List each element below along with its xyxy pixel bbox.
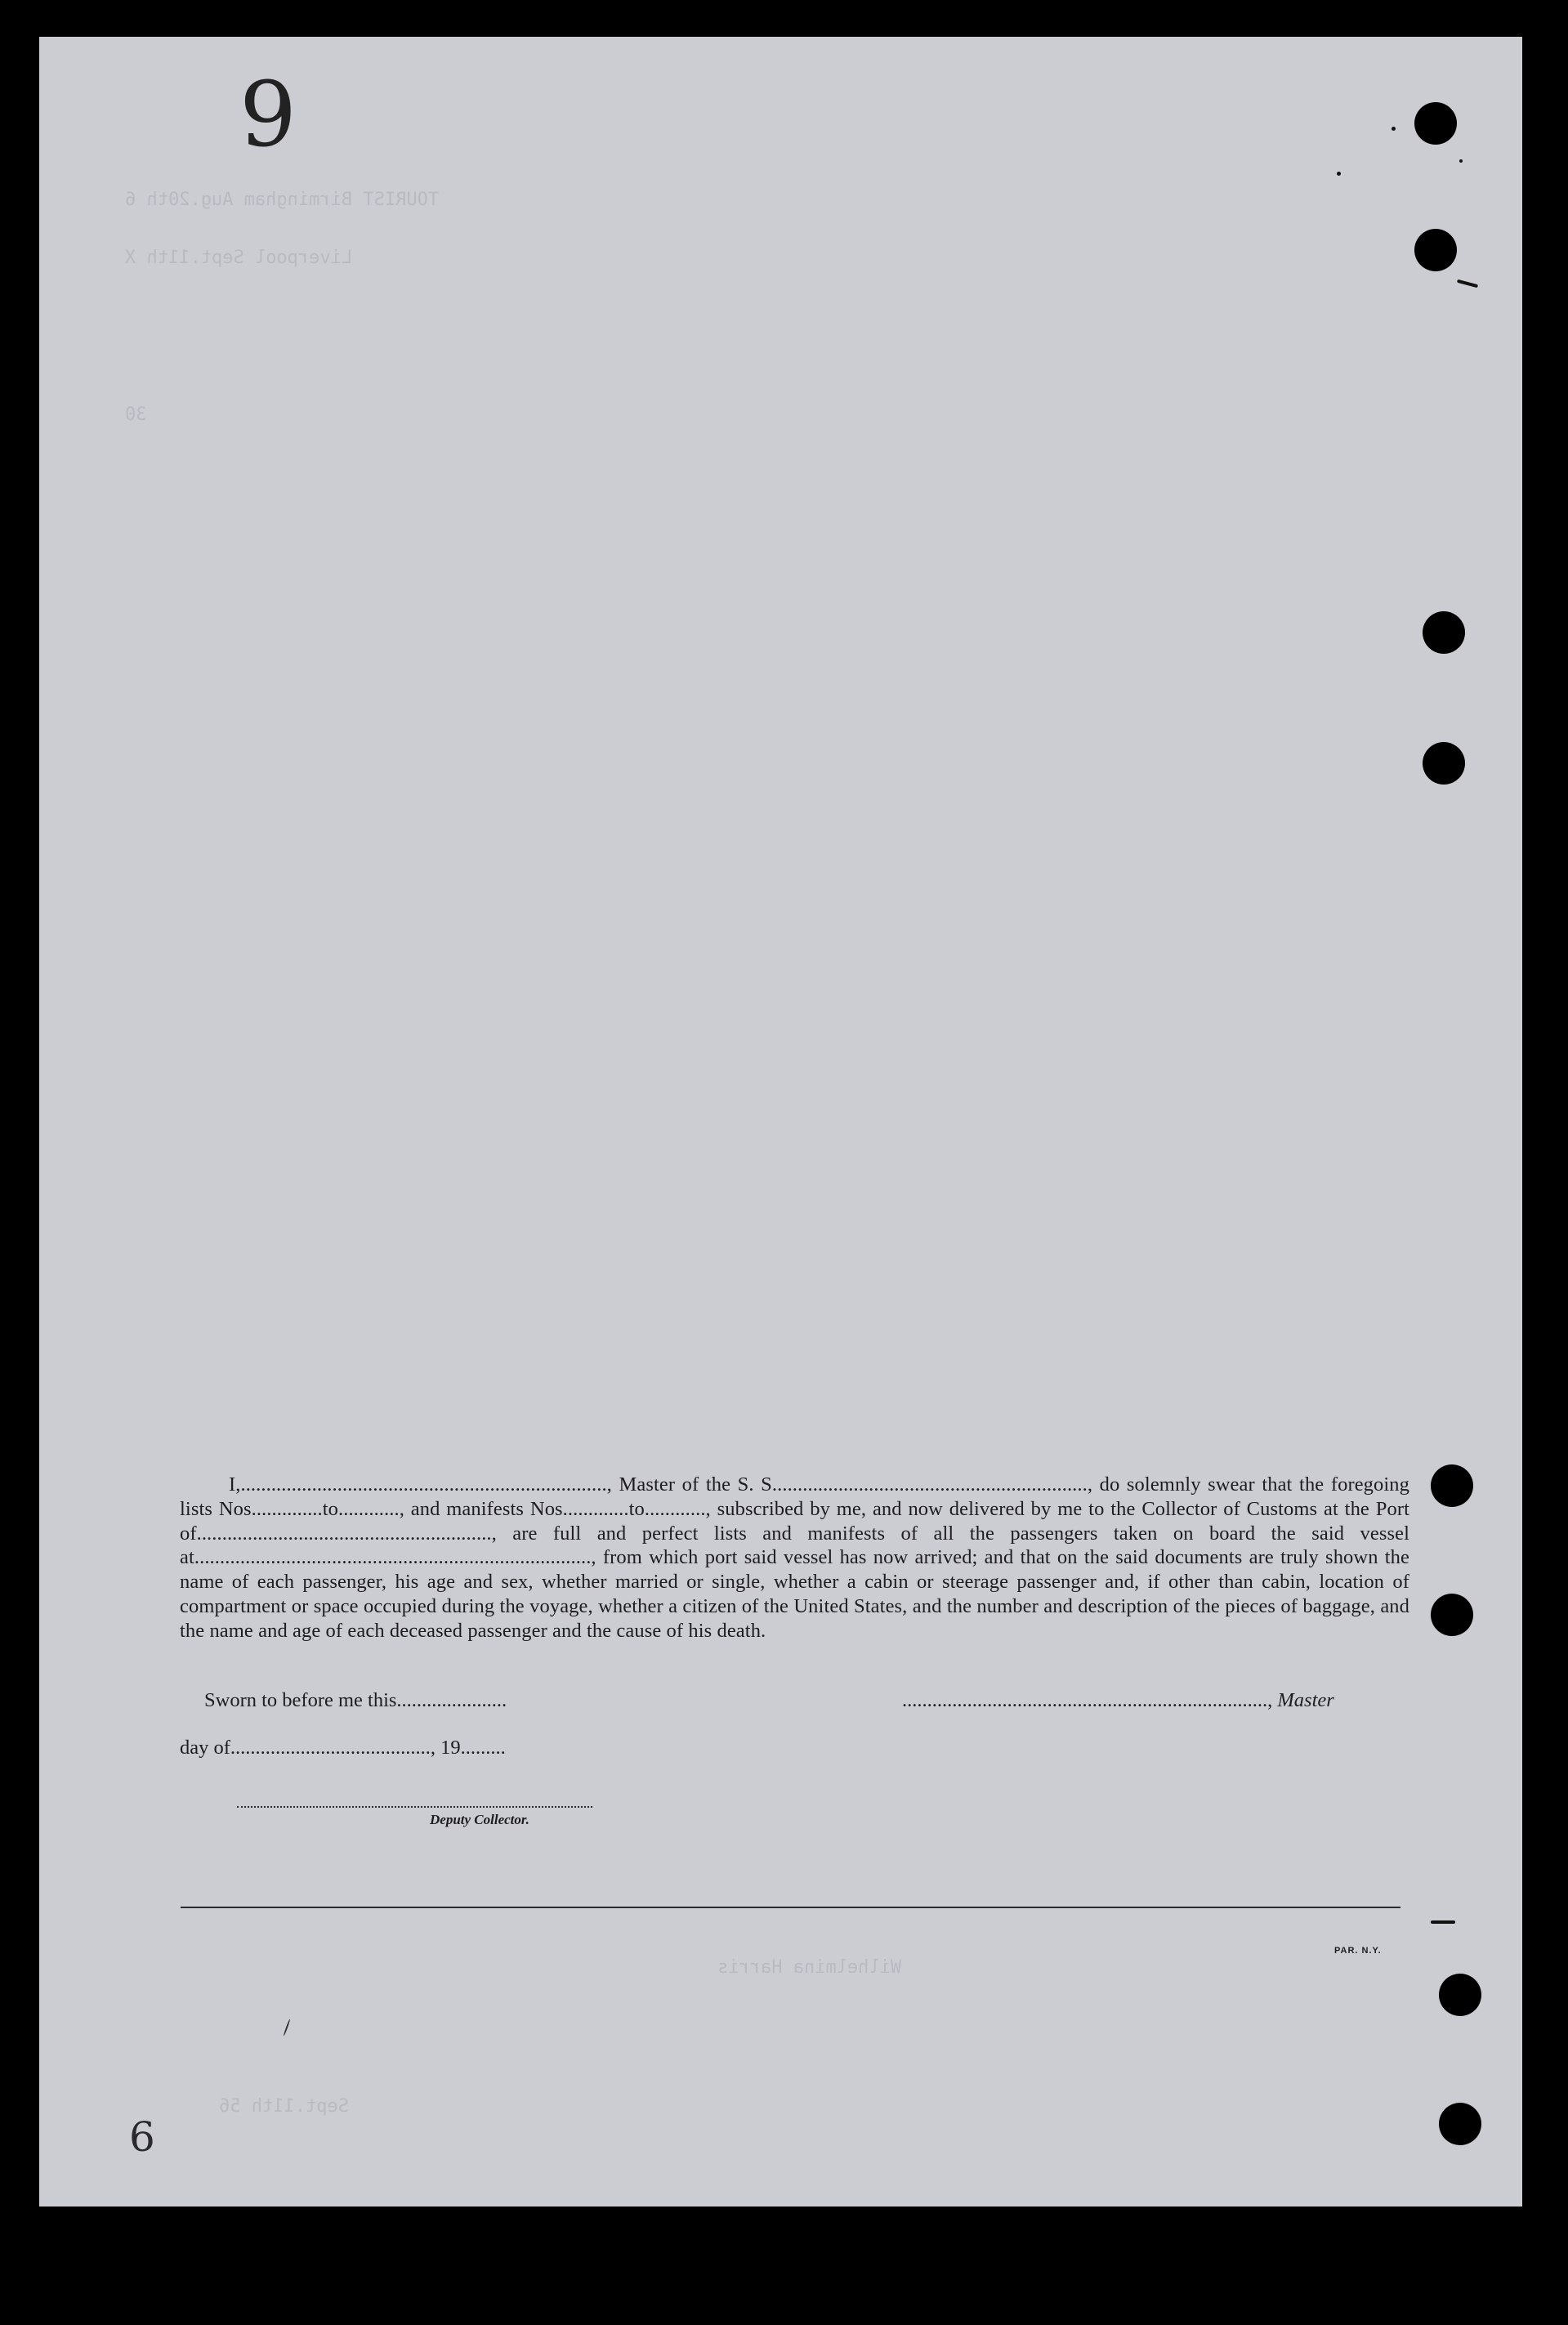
bleed-through-line: Wilhelmina Harris — [717, 1957, 902, 1978]
punch-hole-icon — [1423, 742, 1465, 785]
deputy-collector-signature-line — [237, 1806, 592, 1808]
pen-mark — [1431, 1920, 1455, 1924]
day-line: day of........................................, 19......... — [180, 1737, 506, 1759]
punch-hole-icon — [1431, 1594, 1473, 1636]
speck — [1337, 172, 1341, 176]
deputy-collector-label: Deputy Collector. — [430, 1812, 529, 1827]
bleed-through-line: Sept.11th 56 — [219, 2096, 349, 2117]
speck — [1459, 159, 1463, 163]
punch-hole-icon — [1439, 2103, 1481, 2145]
punch-hole-icon — [1439, 1974, 1481, 2016]
punch-hole-icon — [1431, 1464, 1473, 1507]
master-signature-line — [902, 1689, 1334, 1712]
punch-hole-icon — [1414, 102, 1457, 145]
oath-paragraph — [180, 1473, 1409, 1643]
master-signature-dots: ........................................................................., — [902, 1689, 1273, 1711]
punch-hole-icon — [1414, 229, 1457, 271]
master-label: Master — [1277, 1689, 1334, 1711]
pen-mark — [1457, 279, 1478, 288]
handwritten-page-number: 9 — [239, 62, 297, 167]
bleed-through-line: TOURIST Birmingham Aug.20th 6 — [125, 190, 440, 210]
bleed-through-line: 30 — [125, 405, 147, 425]
manifest-page — [39, 37, 1522, 2207]
sworn-line: Sworn to before me this...................... — [204, 1689, 507, 1711]
punch-hole-icon — [1423, 611, 1465, 654]
oath-text: I,........................................................................, Master of the S. S.............................................................., do solemnly swear that the foregoing lists Nos..............to............, and manifests Nos.............to............, subscribed by me, and now delivered by me to the Collector of Customs at the Port of.........................................................., are full and perfect lists and manifests of all the passengers taken on board the said vessel at.............................................................................., from which port said vessel has now arrived; and that on the said documents are truly shown the name of each passenger, his age and sex, whether married or single, whether a cabin or steerage passenger and, if other than cabin, location of compartment or space occupied during the voyage, whether a citizen of the United States, and the number and description of the pieces of baggage, and the name and age of each deceased passenger and the cause of his death. — [180, 1473, 1409, 1642]
bleed-through-line: Liverpool Sept.11th X — [125, 248, 353, 268]
handwritten-bottom-mark: 6 — [129, 2113, 155, 2161]
speck — [1392, 127, 1396, 131]
printer-mark: PAR. N.Y. — [1334, 1946, 1382, 1956]
horizontal-rule — [181, 1907, 1400, 1908]
pen-stroke — [283, 2019, 290, 2036]
